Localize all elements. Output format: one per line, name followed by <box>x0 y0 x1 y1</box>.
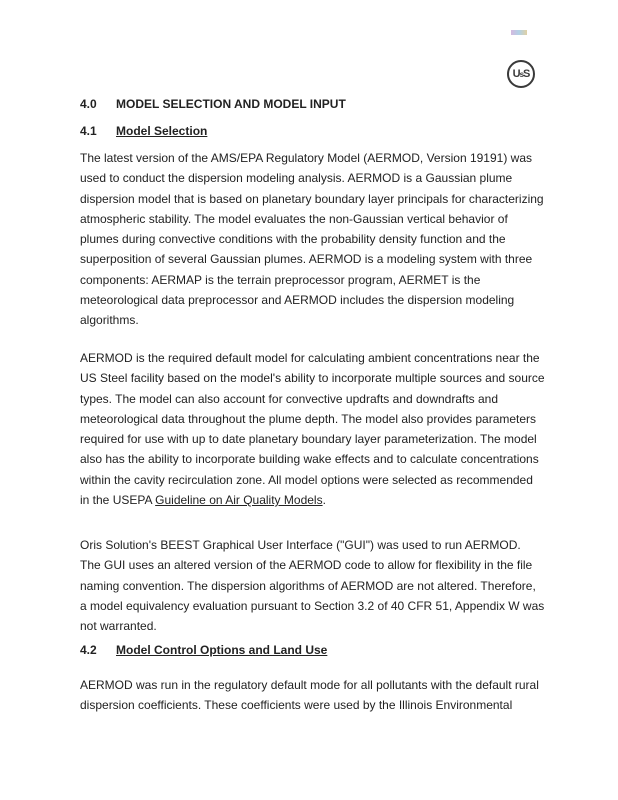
text-line: not warranted. <box>80 619 157 634</box>
paragraph-4 <box>80 675 540 716</box>
section-heading-4-2 <box>80 643 327 657</box>
text: in the USEPA <box>80 493 156 508</box>
section-heading-4-0 <box>80 97 346 111</box>
text-line: required for use with up to date planetary boundary layer parameterization. The model <box>80 432 537 447</box>
text-line: naming convention. The dispersion algorithms of AERMOD are not altered. Therefore, <box>80 578 536 593</box>
section-heading-4-1 <box>80 124 207 138</box>
section-number: 4.0 <box>80 97 97 111</box>
guideline-reference: Guideline on Air Quality Models <box>155 493 323 508</box>
text-line: within the cavity recirculation zone. All model options were selected as recommended <box>80 472 533 487</box>
text-line: dispersion coefficients. These coefficients were used by the Illinois Environmental <box>80 698 513 713</box>
text-line: plumes during convective conditions with the probability density function and the <box>80 232 506 247</box>
text-line: dispersion model that is based on planetary boundary layer principals for characterizing <box>80 191 544 206</box>
text-line: The latest version of the AMS/EPA Regulatory Model (AERMOD, Version 19191) was <box>80 151 532 165</box>
paragraph-2 <box>80 348 545 510</box>
text-line: AERMOD was run in the regulatory default mode for all pollutants with the default rural <box>80 678 539 692</box>
section-title: MODEL SELECTION AND MODEL INPUT <box>116 97 346 111</box>
text-line: types. The model can also account for convective updrafts and downdrafts and <box>80 391 499 406</box>
text-line: AERMOD is the required default model for calculating ambient concentrations near the <box>80 351 540 365</box>
section-number: 4.2 <box>80 643 97 657</box>
uss-logo: U s S <box>507 60 535 88</box>
text-line: US Steel facility based on the model's ability to incorporate multiple sources and source <box>80 371 545 386</box>
header-mark <box>511 30 527 35</box>
text-line: The GUI uses an altered version of the AERMOD code to allow for flexibility in the file <box>80 558 533 573</box>
text-line: used to conduct the dispersion modeling analysis. AERMOD is a Gaussian plume <box>80 171 513 186</box>
section-title: Model Control Options and Land Use <box>116 643 328 657</box>
text-line: components: AERMAP is the terrain preprocessor program, AERMET is the <box>80 272 481 287</box>
text-line: atmospheric stability. The model evaluates the non-Gaussian vertical behavior of <box>80 211 508 226</box>
paragraph-1 <box>80 148 544 331</box>
text: . <box>322 493 326 508</box>
text-line <box>80 490 540 510</box>
section-number: 4.1 <box>80 124 97 138</box>
text-line: algorithms. <box>80 313 139 328</box>
paragraph-3 <box>80 535 545 636</box>
text-line: superposition of several Gaussian plumes. AERMOD is a modeling system with three <box>80 252 533 267</box>
section-title: Model Selection <box>116 124 208 138</box>
text-line: meteorological data throughout the plume depth. The model also provides parameters <box>80 411 537 426</box>
text-line: meteorological data preprocessor and AERMOD includes the dispersion modeling <box>80 293 515 308</box>
text-line: a model equivalency evaluation pursuant to Section 3.2 of 40 CFR 51, Appendix W was <box>80 598 545 613</box>
text-line: also has the ability to incorporate building wake effects and to calculate concentrations <box>80 452 539 467</box>
text-line: Oris Solution's BEEST Graphical User Interface ("GUI") was used to run AERMOD. <box>80 538 521 552</box>
